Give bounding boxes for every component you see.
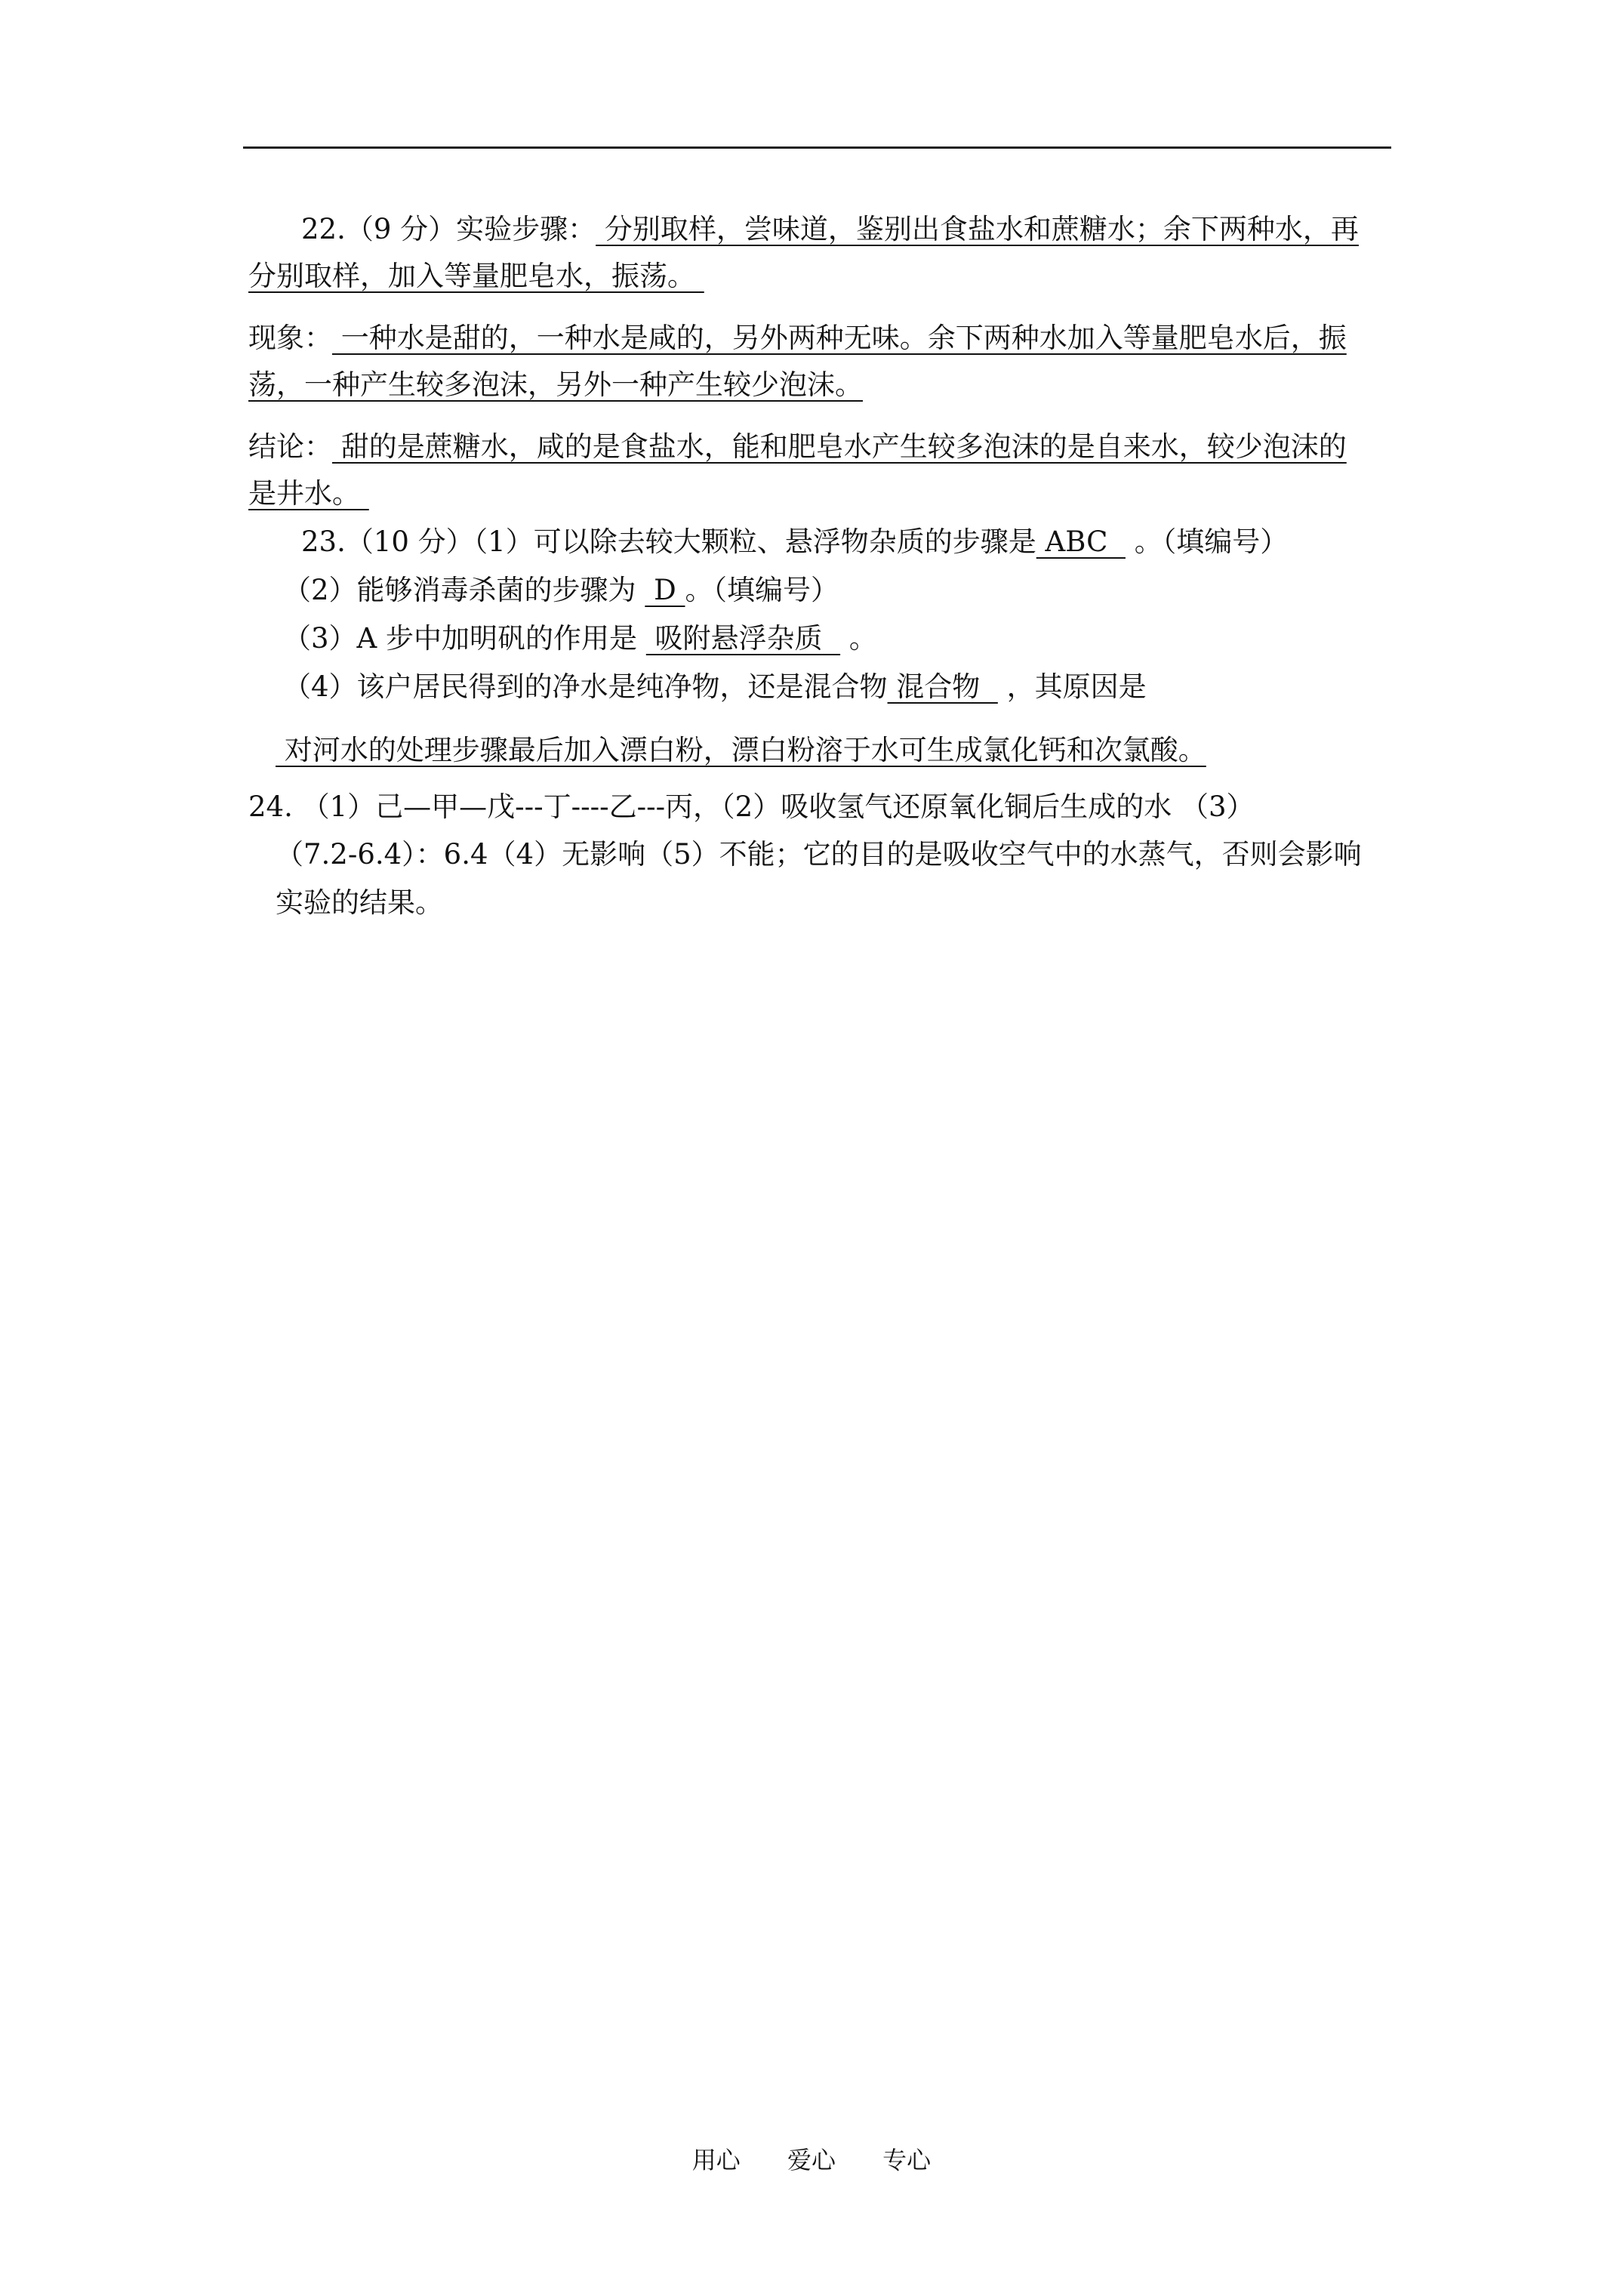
q23-p4-question: （4）该户居民得到的净水是纯净物，还是混合物 <box>283 670 888 703</box>
q23-p3-question: （3）A 步中加明矾的作用是 <box>283 622 646 655</box>
q23-p3-suffix: 。 <box>840 622 877 655</box>
q24-line-1 <box>248 780 1255 834</box>
q23-part-3 <box>283 612 877 666</box>
q22-lead: 22.（9 分）实验步骤： <box>301 213 596 245</box>
q23-p2-question: （2）能够消毒杀菌的步骤为 <box>283 574 645 606</box>
q22-phenomenon-line-2 <box>248 358 863 412</box>
q22-phenomenon-label: 现象： <box>248 322 332 354</box>
q24-text-3: 实验的结果。 <box>276 886 443 919</box>
q22-phenomenon-1: 一种水是甜的，一种水是咸的，另外两种无味。余下两种水加入等量肥皂水后，振 <box>332 322 1347 354</box>
page-footer <box>0 2141 1623 2176</box>
q22-line-2 <box>248 249 704 304</box>
q22-conclusion-label: 结论： <box>248 430 332 463</box>
q24-line-2 <box>276 827 1362 882</box>
q22-conclusion-line-2 <box>248 467 369 521</box>
q23-p3-answer: 吸附悬浮杂质 <box>645 622 841 655</box>
q23-p4-suffix: ，其原因是 <box>997 670 1147 703</box>
q23-part-1 <box>301 515 1288 569</box>
q23-part-4 <box>283 660 1147 714</box>
q23-p1-suffix: 。（填编号） <box>1125 525 1289 558</box>
q23-p2-suffix: 。（填编号） <box>685 574 839 606</box>
q22-steps-1: 分别取样，尝味道，鉴别出食盐水和蔗糖水；余下两种水，再 <box>596 213 1359 245</box>
q24-line-3 <box>276 876 443 930</box>
q22-conclusion-1: 甜的是蔗糖水，咸的是食盐水，能和肥皂水产生较多泡沫的是自来水，较少泡沫的 <box>332 430 1347 463</box>
q22-phenomenon-2: 荡，一种产生较多泡沫，另外一种产生较少泡沫。 <box>248 368 863 401</box>
q24-text-2: （7.2-6.4）：6.4（4）无影响（5）不能；它的目的是吸收空气中的水蒸气，否则会影响 <box>276 838 1362 871</box>
q23-p4-answer: 混合物 <box>887 670 998 703</box>
footer-word-3: 专心 <box>882 2146 932 2174</box>
q22-steps-2: 分别取样，加入等量肥皂水，振荡。 <box>248 260 704 292</box>
header-rule <box>243 146 1391 149</box>
footer-word-1: 用心 <box>691 2146 741 2174</box>
q23-p1-answer: ABC <box>1036 525 1126 558</box>
q23-p4-reason: 对河水的处理步骤最后加入漂白粉，漂白粉溶于水可生成氯化钙和次氯酸。 <box>276 734 1206 766</box>
q24-text-1: 24. （1）己—甲—戊---丁----乙---丙，（2）吸收氢气还原氧化铜后生成的水 （3） <box>248 791 1255 823</box>
q23-p1-question: 23.（10 分）（1）可以除去较大颗粒、悬浮物杂质的步骤是 <box>301 525 1036 558</box>
q22-conclusion-line-1 <box>248 420 1347 474</box>
q23-part-4-reason <box>276 723 1206 778</box>
q23-p2-answer: D <box>645 574 685 606</box>
q22-conclusion-2: 是井水。 <box>248 477 369 510</box>
footer-word-2: 爱心 <box>787 2146 836 2174</box>
q23-part-2 <box>283 563 839 618</box>
